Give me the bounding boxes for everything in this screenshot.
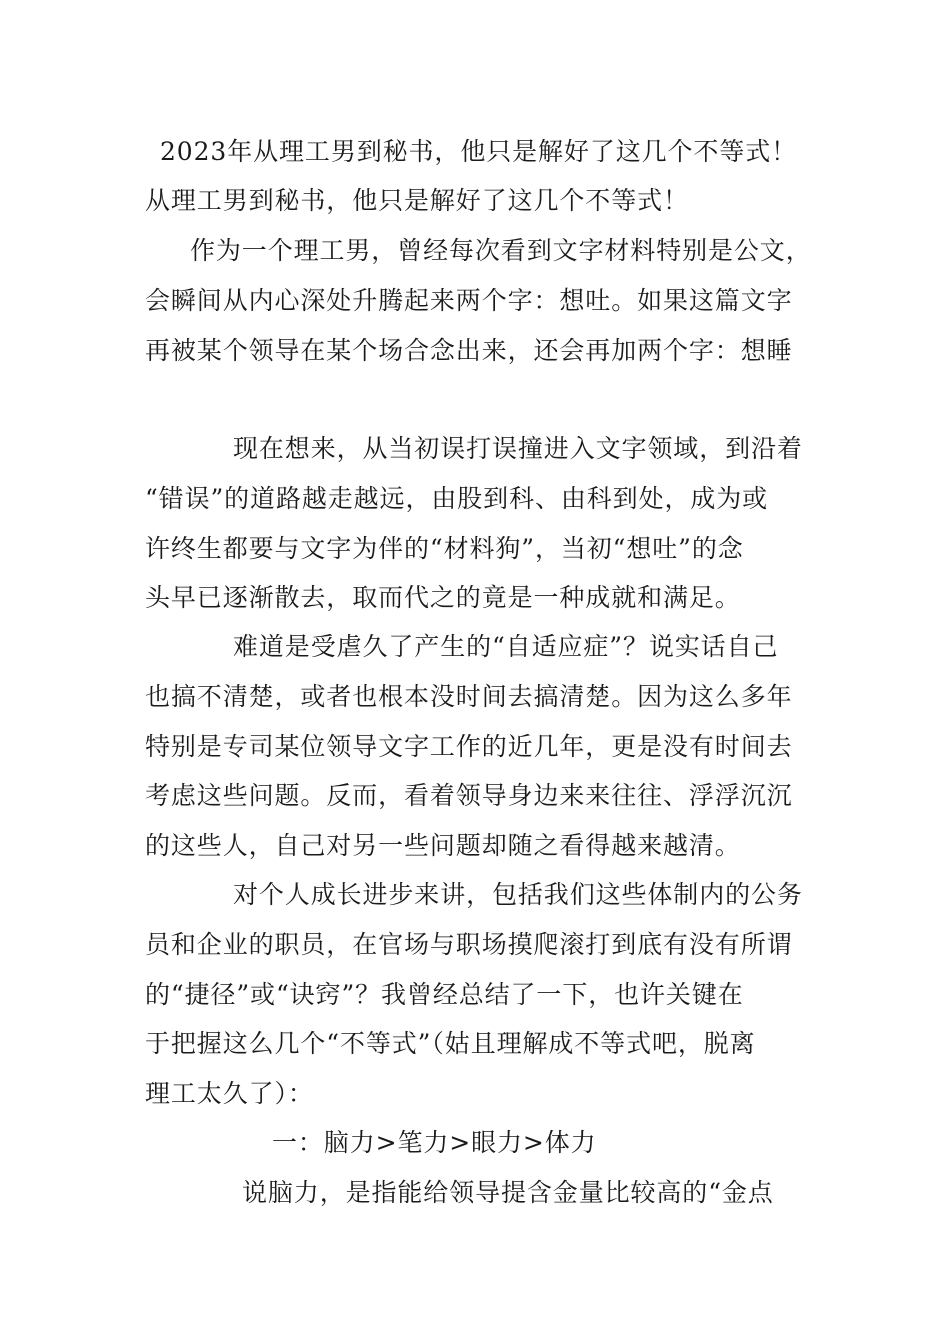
paragraph-line: 难道是受虐久了产生的“自适应症”？说实话自己	[233, 632, 779, 661]
paragraph-line: 许终生都要与文字为伴的“材料狗”，当初“想吐”的念	[145, 534, 744, 563]
paragraph-line: 的这些人，自己对另一些问题却随之看得越来越清。	[145, 831, 741, 860]
paragraph-line: 对个人成长进步来讲，包括我们这些体制内的公务	[233, 880, 803, 909]
paragraph-line: 的“捷径”或“诀窍”？我曾经总结了一下，也许关键在	[145, 980, 744, 1009]
paragraph-line: 再被某个领导在某个场合念出来，还会再加两个字：想睡	[145, 336, 793, 365]
paragraph-line: 特别是专司某位领导文字工作的近几年，更是没有时间去	[145, 732, 793, 761]
paragraph-line: 说脑力，是指能给领导提含金量比较高的“金点	[242, 1178, 774, 1207]
paragraph-line: 于把握这么几个“不等式”（姑且理解成不等式吧，脱离	[145, 1029, 756, 1058]
paragraph-line: 考虑这些问题。反而，看着领导身边来来往往、浮浮沉沉	[145, 781, 793, 810]
paragraph-line: 作为一个理工男，曾经每次看到文字材料特别是公文，	[190, 236, 812, 265]
paragraph-line: 会瞬间从内心深处升腾起来两个字：想吐。如果这篇文字	[145, 286, 793, 315]
paragraph-line: 也搞不清楚，或者也根本没时间去搞清楚。因为这么多年	[145, 682, 793, 711]
paragraph-line: “错误”的道路越走越远，由股到科、由科到处，成为或	[145, 484, 769, 513]
paragraph-line: 理工太久了）：	[145, 1079, 314, 1108]
paragraph-line: 员和企业的职员，在官场与职场摸爬滚打到底有没有所谓	[145, 930, 793, 959]
paragraph-line: 现在想来，从当初误打误撞进入文字领域，到沿着	[233, 434, 803, 463]
paragraph-line: 头早已逐渐散去，取而代之的竟是一种成就和满足。	[145, 583, 741, 612]
document-subtitle: 从理工男到秘书，他只是解好了这几个不等式！	[145, 186, 689, 215]
document-title: 2023年从理工男到秘书，他只是解好了这几个不等式！	[160, 137, 798, 166]
section-heading: 一：脑力>笔力>眼力>体力	[272, 1128, 597, 1157]
